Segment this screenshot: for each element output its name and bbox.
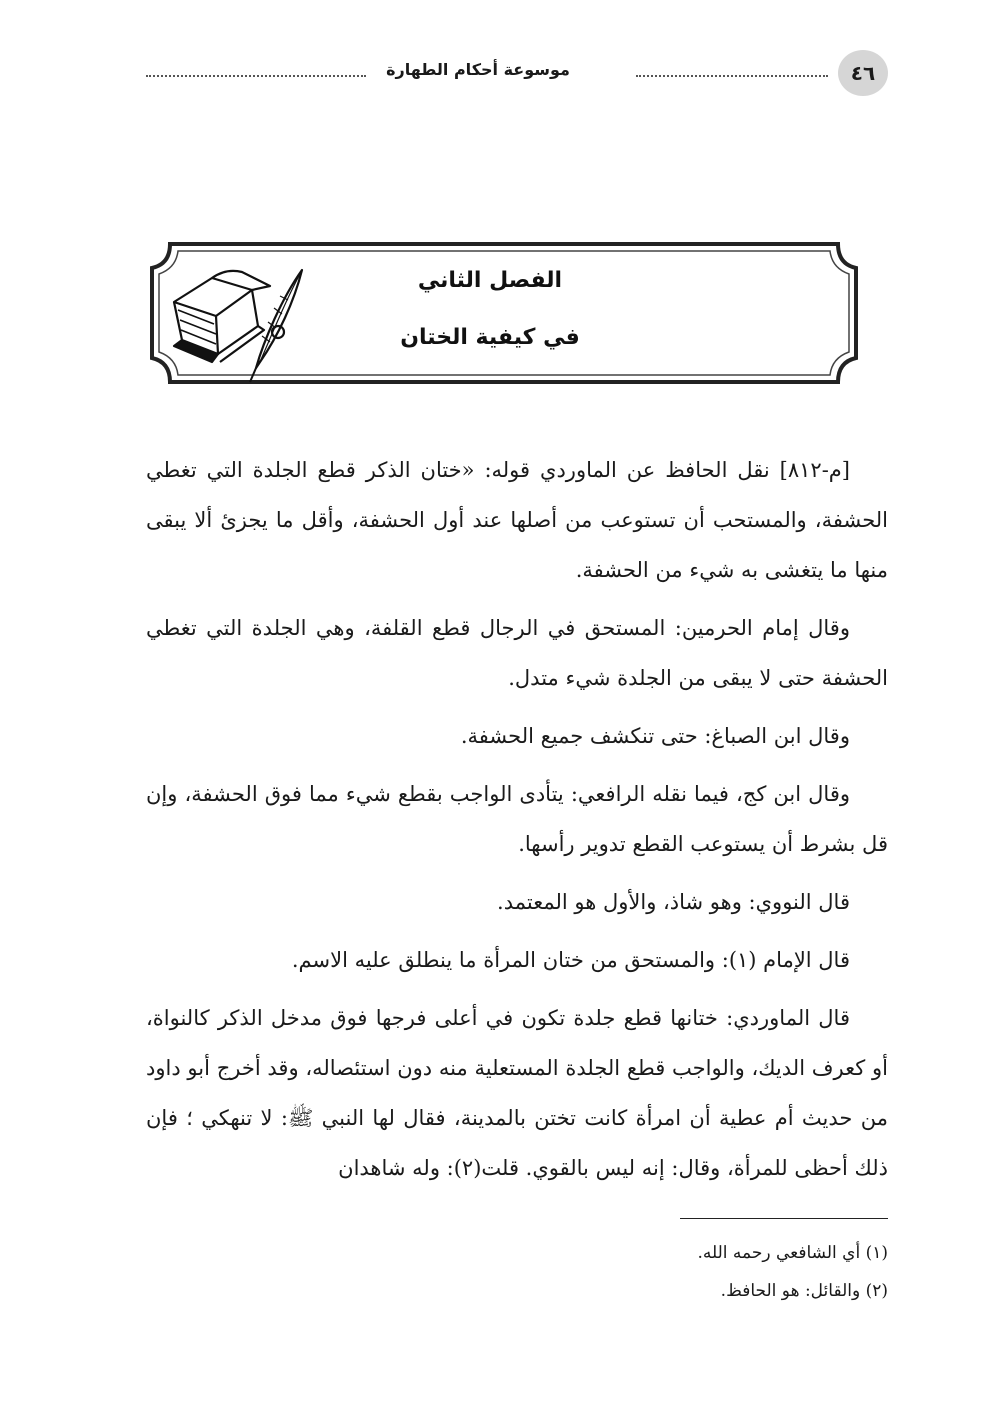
paragraph: وقال ابن كج، فيما نقله الرافعي: يتأدى الواجب بقطع شيء مما فوق الحشفة، وإن قل بشرط أن يستوعب القطع تدوير رأسها. xyxy=(146,782,888,856)
book-title: موسوعة أحكام الطهارة xyxy=(386,60,570,79)
footnotes xyxy=(446,1234,888,1310)
paragraph: قال الإمام (١): والمستحق من ختان المرأة ما ينطلق عليه الاسم. xyxy=(291,948,850,972)
footnote-separator xyxy=(680,1218,888,1219)
ornamental-frame xyxy=(146,238,862,388)
paragraph: وقال إمام الحرمين: المستحق في الرجال قطع القلفة، وهي الجلدة التي تغطي الحشفة حتى لا يبقى من الجلدة شيء متدل. xyxy=(146,616,888,690)
paragraph: [م-٨١٢] نقل الحافظ عن الماوردي قوله: «ختان الذكر قطع الجلدة التي تغطي الحشفة، والمستحب أن تستوعب من أصلها عند أول الحشفة، وأقل ما يجزئ ألا يبقى منها ما يتغشى به شيء من الحشفة. xyxy=(146,458,888,582)
page-number: ٤٦ xyxy=(838,50,888,96)
chapter-subtitle: في كيفية الختان xyxy=(400,325,580,350)
chapter-title: الفصل الثاني xyxy=(417,268,563,293)
paragraph: قال النووي: وهو شاذ، والأول هو المعتمد. xyxy=(497,890,850,914)
header-dots-right xyxy=(636,75,828,77)
paragraph: وقال ابن الصباغ: حتى تنكشف جميع الحشفة. xyxy=(460,724,850,748)
paragraph: قال الماوردي: ختانها قطع جلدة تكون في أعلى فرجها فوق مدخل الذكر كالنواة، أو كعرف الديك، والواجب قطع الجلدة المستعلية منه دون استئصاله، وقد أخرج أبو داود من حديث أم عطية أن امرأة كانت تختن بالمدينة، فقال لها النبي ﷺ: لا تنهكي ؛ فإن ذلك أحظى للمرأة، وقال: إنه ليس بالقوي. قلت(٢): وله شاهدان xyxy=(146,1006,888,1180)
chapter-frame xyxy=(146,238,862,388)
footnote: (٢) والقائل: هو الحافظ. xyxy=(720,1281,888,1301)
body-text xyxy=(146,445,888,1201)
header-dots-left xyxy=(146,75,366,77)
footnote: (١) أي الشافعي رحمه الله. xyxy=(697,1243,888,1263)
page-header xyxy=(146,48,888,98)
